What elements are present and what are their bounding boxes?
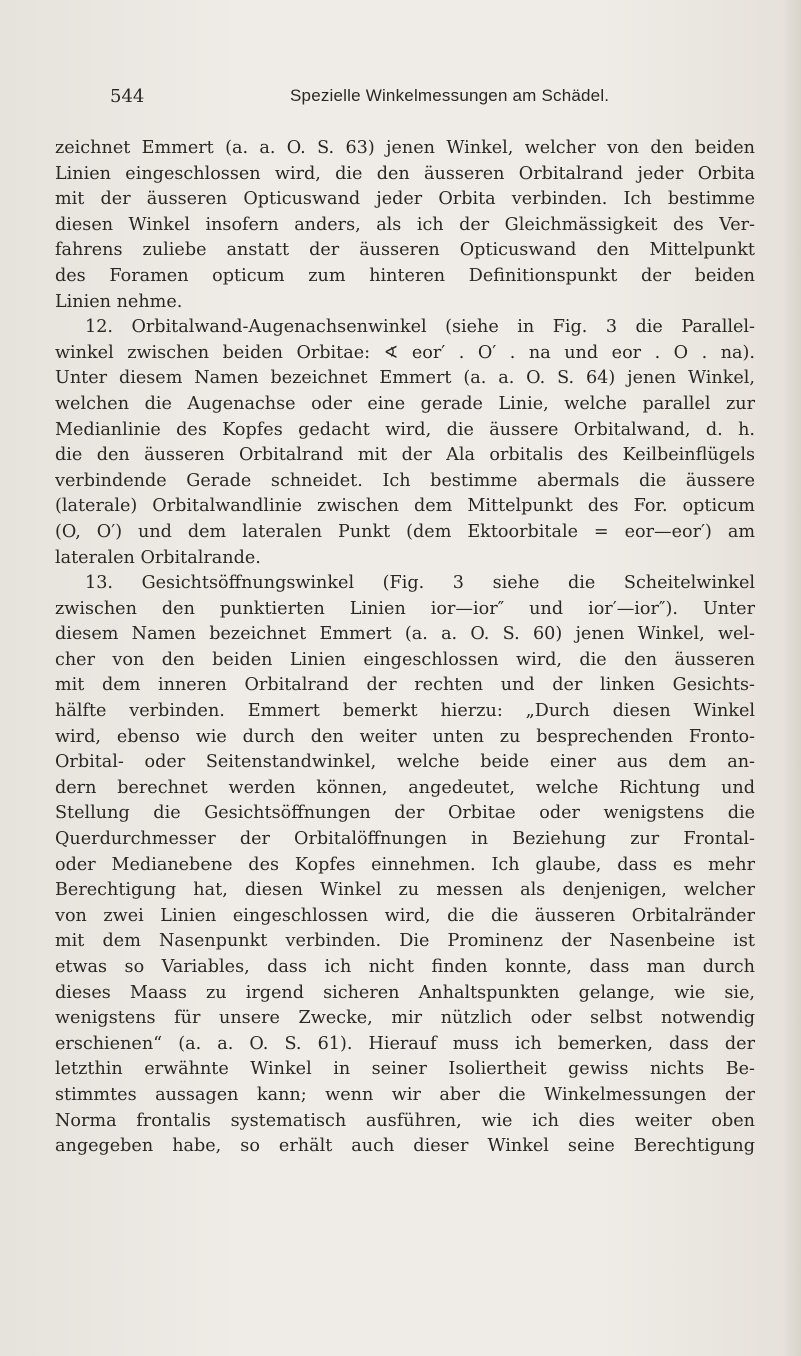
- text-line: lateralen Orbitalrande.: [55, 547, 261, 568]
- text-line: des Foramen opticum zum hinteren Definitionspunkt der beiden: [55, 265, 755, 286]
- text-line: wird, ebenso wie durch den weiter unten zu besprechenden Fronto-: [55, 726, 755, 747]
- text-line: Berechtigung hat, diesen Winkel zu messen als denjenigen, welcher: [55, 880, 755, 901]
- section-13-heading-line: 13. Gesichtsöffnungswinkel (Fig. 3 siehe die Scheitelwinkel: [85, 573, 755, 594]
- text-line: dern berechnet werden können, angedeutet, welche Richtung und: [55, 777, 755, 798]
- text-line: fahrens zuliebe anstatt der äusseren Opticuswand den Mittelpunkt: [55, 240, 755, 261]
- text-line: Norma frontalis systematisch ausführen, wie ich dies weiter oben: [55, 1110, 755, 1131]
- text-line: Orbital- oder Seitenstandwinkel, welche beide einer aus dem an-: [55, 752, 755, 773]
- text-line: hälfte verbinden. Emmert bemerkt hierzu: „Durch diesen Winkel: [55, 701, 755, 722]
- text-line: etwas so Variables, dass ich nicht finden konnte, dass man durch: [55, 957, 755, 977]
- text-line: mit dem inneren Orbitalrand der rechten und der linken Gesichts-: [55, 675, 755, 696]
- text-line: diesen Winkel insofern anders, als ich der Gleichmässigkeit des Ver-: [55, 214, 755, 235]
- text-line: erschienen“ (a. a. O. S. 61). Hierauf muss ich bemerken, dass der: [55, 1033, 755, 1054]
- text-line: die den äusseren Orbitalrand mit der Ala orbitalis des Keilbeinflügels: [55, 445, 755, 466]
- text-line: oder Medianebene des Kopfes einnehmen. Ich glaube, dass es mehr: [55, 854, 755, 875]
- text-line: Querdurchmesser der Orbitalöffnungen in Beziehung zur Frontal-: [55, 829, 755, 850]
- text-line: Linien eingeschlossen wird, die den äusseren Orbitalrand jeder Orbita: [55, 163, 755, 184]
- page-edge-shadow: [783, 0, 801, 1356]
- text-line: winkel zwischen beiden Orbitae: ∢ eor′ . O′ . na und eor . O . na).: [55, 342, 755, 363]
- text-line: verbindende Gerade schneidet. Ich bestimme abermals die äussere: [55, 470, 755, 491]
- text-line: Stellung die Gesichtsöffnungen der Orbitae oder wenigstens die: [55, 803, 755, 824]
- text-line: stimmtes aussagen kann; wenn wir aber die Winkelmessungen der: [55, 1084, 755, 1105]
- text-line: Medianlinie des Kopfes gedacht wird, die äussere Orbitalwand, d. h.: [55, 419, 755, 440]
- text-line: welchen die Augenachse oder eine gerade Linie, welche parallel zur: [55, 393, 755, 414]
- text-line: mit dem Nasenpunkt verbinden. Die Prominenz der Nasenbeine ist: [55, 931, 755, 952]
- text-line: letzthin erwähnte Winkel in seiner Isoliertheit gewiss nichts Be-: [55, 1059, 755, 1080]
- body-text: [55, 136, 755, 1160]
- text-line: (laterale) Orbitalwandlinie zwischen dem Mittelpunkt des For. opticum: [55, 496, 755, 517]
- running-head: Spezielle Winkelmessungen am Schädel.: [290, 86, 610, 105]
- text-line: dieses Maass zu irgend sicheren Anhaltspunkten gelange, wie sie,: [55, 982, 755, 1003]
- text-line: Unter diesem Namen bezeichnet Emmert (a. a. O. S. 64) jenen Winkel,: [55, 368, 755, 389]
- text-line: wenigstens für unsere Zwecke, mir nützlich oder selbst notwendig: [55, 1008, 755, 1029]
- section-12-heading-line: 12. Orbitalwand-Augenachsenwinkel (siehe in Fig. 3 die Parallel-: [85, 317, 755, 338]
- page-header: [60, 86, 760, 112]
- text-line: Linien nehme.: [55, 291, 183, 312]
- text-line: angegeben habe, so erhält auch dieser Winkel seine Berechtigung: [55, 1136, 755, 1157]
- page-number: 544: [110, 86, 145, 107]
- text-line: zeichnet Emmert (a. a. O. S. 63) jenen Winkel, welcher von den beiden: [55, 138, 755, 158]
- text-line: cher von den beiden Linien eingeschlossen wird, die den äusseren: [55, 649, 755, 670]
- text-line: diesem Namen bezeichnet Emmert (a. a. O. S. 60) jenen Winkel, wel-: [55, 624, 755, 645]
- text-line: zwischen den punktierten Linien ior—ior″ und ior′—ior″). Unter: [55, 598, 755, 619]
- text-line: von zwei Linien eingeschlossen wird, die die äusseren Orbitalränder: [55, 905, 755, 926]
- text-line: (O, O′) und dem lateralen Punkt (dem Ektoorbitale = eor—eor′) am: [55, 521, 755, 542]
- text-line: mit der äusseren Opticuswand jeder Orbita verbinden. Ich bestimme: [55, 189, 755, 210]
